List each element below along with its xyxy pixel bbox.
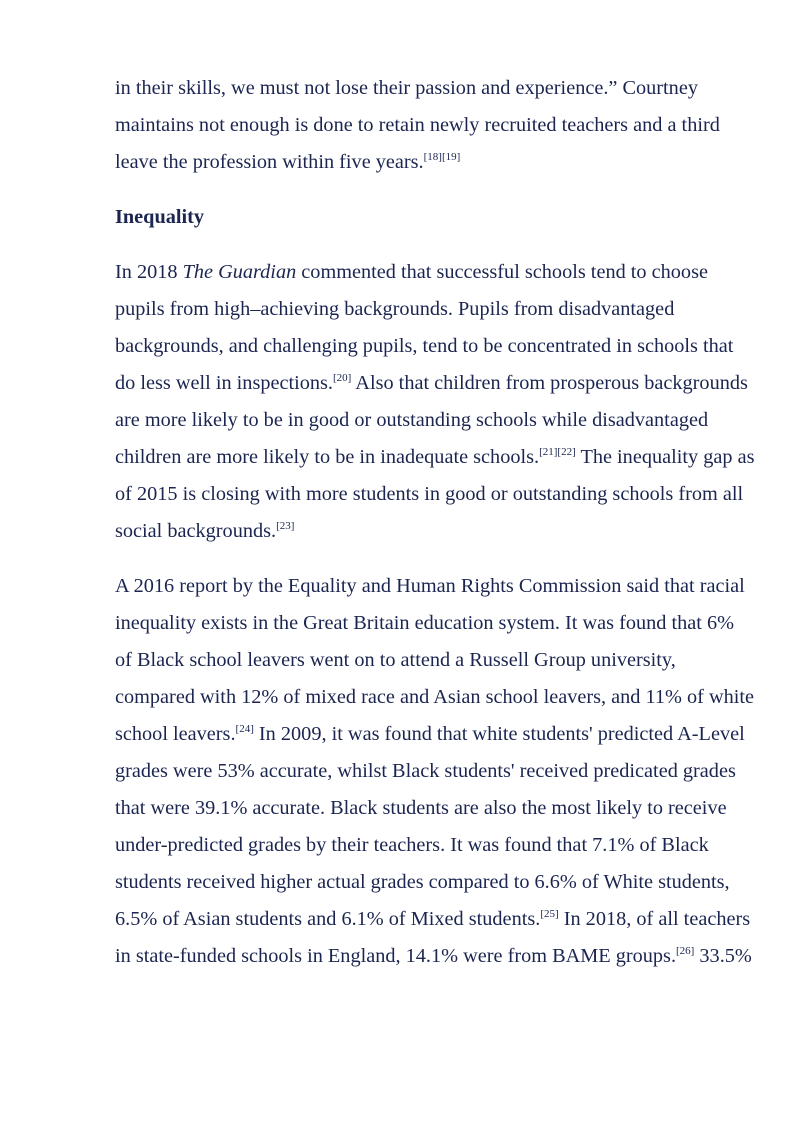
citation-ref[interactable]: [21][22] — [539, 446, 576, 458]
paragraph-text: commented that successful schools tend to choose pupils from high–achieving backgrounds. Pupils from disadvantaged backgrounds, and challenging pupils, tend to be concentrated in schools that do less well in inspections. — [115, 261, 734, 394]
paragraph-text: Also that children from prosperous backgrounds are more likely to be in good or outstanding schools while disadvantaged children are more likely to be in inadequate schools. — [115, 372, 748, 468]
paragraph-text: 33.5% — [694, 945, 752, 967]
paragraph-intro — [115, 70, 755, 181]
citation-ref[interactable]: [25] — [540, 908, 559, 920]
citation-ref[interactable]: [20] — [333, 372, 352, 384]
citation-ref[interactable]: [23] — [276, 520, 295, 532]
paragraph-text: In 2018 — [115, 261, 183, 283]
document-page — [115, 70, 755, 993]
paragraph-text: In 2018, of all teachers in state-funded schools in England, 14.1% were from BAME groups. — [115, 908, 751, 967]
paragraph-text: In 2009, it was found that white students' predicted A-Level grades were 53% accurate, whilst Black students' received predicated grades that were 39.1% accurate. Black students are also the most likely to receive under-predicted grades by their teachers. It was found that 7.1% of Black students received higher actual grades compared to 6.6% of White students, 6.5% of Asian students and 6.1% of Mixed students. — [115, 723, 745, 930]
citation-ref[interactable]: [24] — [235, 723, 254, 735]
paragraph-guardian — [115, 254, 755, 550]
citation-ref[interactable]: [26] — [676, 945, 695, 957]
paragraph-text: The inequality gap as of 2015 is closing with more students in good or outstanding schools from all social backgrounds. — [115, 446, 755, 542]
paragraph-text: in their skills, we must not lose their passion and experience.” Courtney maintains not enough is done to retain newly recruited teachers and a third leave the profession within five years. — [115, 77, 720, 173]
citation-ref[interactable]: [18][19] — [423, 151, 461, 163]
section-heading: Inequality — [115, 206, 205, 228]
paragraph-text: A 2016 report by the Equality and Human Rights Commission said that racial inequality exists in the Great Britain education system. It was found that 6% of Black school leavers went on to attend a Russell Group university, compared with 12% of mixed race and Asian school leavers, and 11% of white school leavers. — [115, 575, 755, 745]
paragraph-report — [115, 568, 755, 975]
publication-title: The Guardian — [182, 261, 297, 283]
